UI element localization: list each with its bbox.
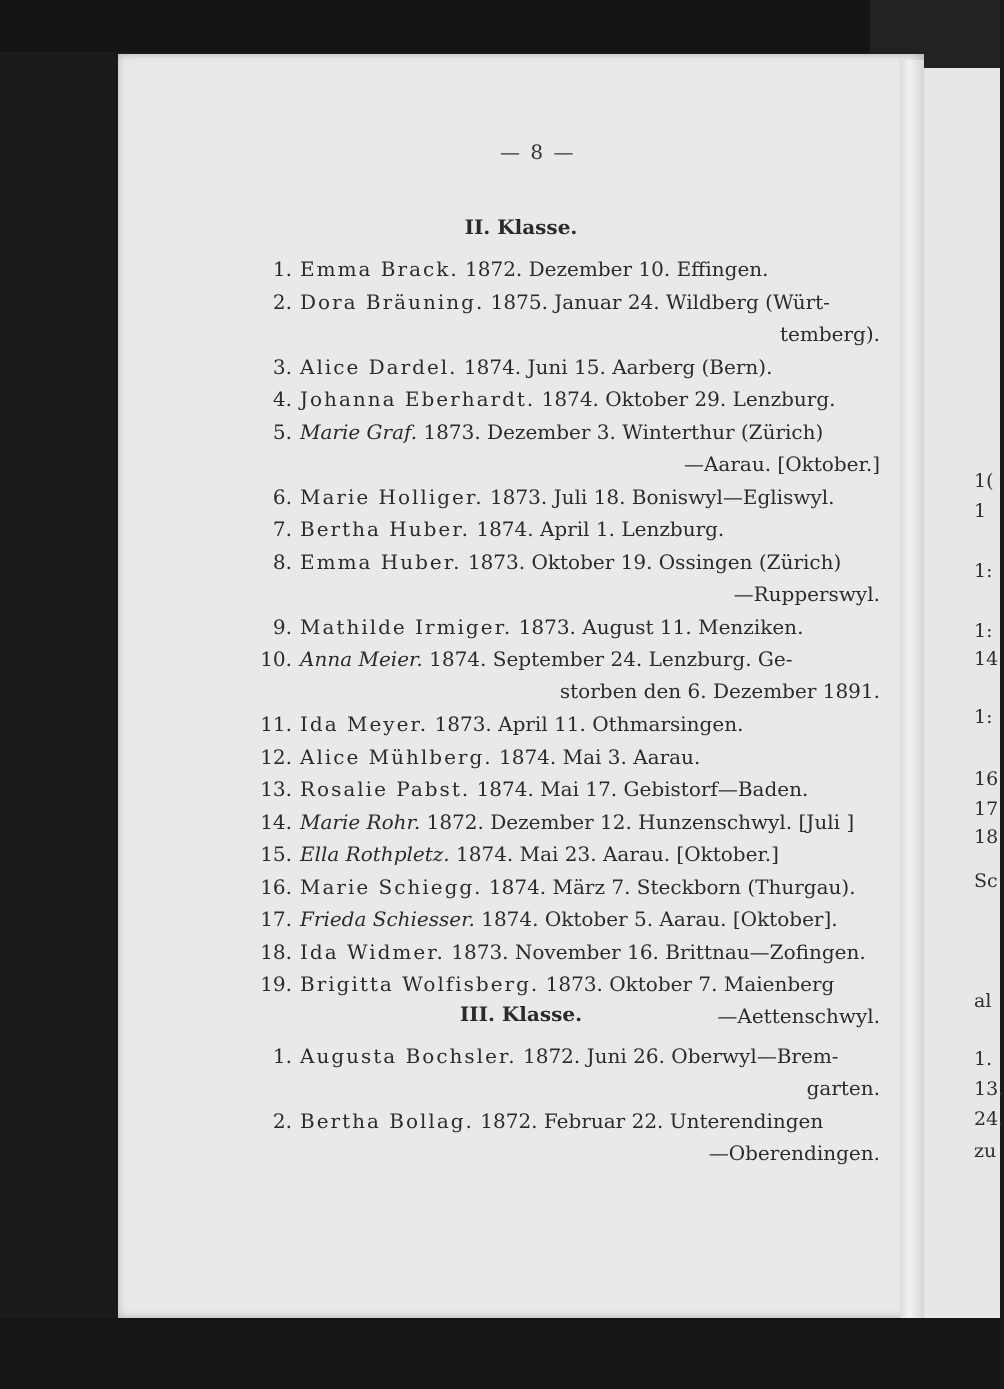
entry-name: Alice Mühlberg. bbox=[300, 744, 493, 769]
scanner-background-top bbox=[0, 0, 1000, 52]
entry-details: 1873. April 11. Othmarsingen. bbox=[428, 712, 744, 736]
entry-continuation: temberg). bbox=[780, 321, 880, 346]
entry-continuation: garten. bbox=[806, 1076, 880, 1100]
entry-continuation: storben den 6. Dezember 1891. bbox=[559, 679, 880, 703]
list-item bbox=[250, 286, 880, 350]
list-item bbox=[250, 643, 880, 707]
entry-name: Marie Schiegg. bbox=[300, 874, 483, 899]
list-item bbox=[250, 773, 880, 805]
list-item bbox=[250, 708, 880, 740]
entry-number: 9. bbox=[272, 614, 292, 639]
entry-name: Marie Rohr. bbox=[300, 809, 421, 834]
page-number: — 8 — bbox=[500, 140, 576, 164]
entry-number: 4. bbox=[272, 387, 292, 411]
entry-name: Alice Dardel. bbox=[300, 354, 458, 379]
list-item bbox=[250, 546, 880, 610]
entry-number: 12. bbox=[260, 744, 292, 769]
entry-number: 6. bbox=[272, 484, 292, 509]
entry-number: 15. bbox=[260, 842, 292, 866]
list-item bbox=[250, 253, 880, 285]
margin-fragment: 1 bbox=[974, 500, 987, 522]
entry-details: 1872. Dezember 12. Hunzenschwyl. [Juli ] bbox=[420, 809, 855, 834]
entry-number: 11. bbox=[260, 712, 292, 736]
list-item bbox=[250, 806, 880, 838]
entry-name: Augusta Bochsler. bbox=[300, 1044, 517, 1068]
margin-fragment: 1( bbox=[974, 470, 994, 492]
entry-continuation: —Oberendingen. bbox=[708, 1141, 880, 1165]
margin-fragment: 14 bbox=[974, 648, 999, 670]
entry-details: 1875. Januar 24. Wildberg (Würt- bbox=[484, 289, 830, 314]
entry-number: 16. bbox=[260, 874, 292, 899]
entry-name: Marie Holliger. bbox=[300, 484, 484, 509]
entry-name: Johanna Eberhardt. bbox=[300, 387, 536, 411]
section-title-class-3: III. Klasse. bbox=[459, 1002, 583, 1026]
entry-name: Ida Widmer. bbox=[300, 939, 445, 964]
list-item bbox=[250, 351, 880, 383]
margin-fragment: Sc bbox=[974, 870, 998, 892]
entry-name: Dora Bräuning. bbox=[300, 289, 485, 314]
margin-fragment: 24. bbox=[974, 1108, 1004, 1130]
list-item bbox=[250, 481, 880, 513]
entry-number: 2. bbox=[272, 289, 292, 314]
entry-name: Brigitta Wolfisberg. bbox=[300, 972, 540, 996]
page-fold bbox=[900, 60, 924, 1322]
entry-name: Mathilde Irmiger. bbox=[300, 614, 513, 639]
entry-continuation: —Rupperswyl. bbox=[733, 581, 880, 606]
margin-fragment: zu bbox=[974, 1140, 997, 1162]
list-item bbox=[250, 1040, 880, 1104]
list-item bbox=[250, 903, 880, 935]
list-item bbox=[250, 936, 880, 968]
list-item bbox=[250, 416, 880, 480]
entry-name: Emma Huber. bbox=[300, 549, 462, 574]
entry-details: 1873. Oktober 19. Ossingen (Zürich) bbox=[461, 549, 842, 574]
entry-details: 1872. Dezember 10. Effingen. bbox=[458, 257, 769, 281]
entry-details: 1873. August 11. Menziken. bbox=[512, 614, 804, 639]
entry-details: 1874. Mai 17. Gebistorf—Baden. bbox=[470, 777, 809, 801]
entry-number: 14. bbox=[260, 809, 292, 834]
entry-number: 1. bbox=[272, 257, 292, 281]
adjacent-page bbox=[920, 68, 1000, 1328]
entry-number: 17. bbox=[260, 907, 292, 931]
section-title-class-2: II. Klasse. bbox=[464, 215, 578, 239]
entry-details: 1873. Oktober 7. Maienberg bbox=[539, 972, 835, 996]
margin-fragment: 17 bbox=[974, 798, 999, 820]
entry-details: 1872. Juni 26. Oberwyl—Brem- bbox=[516, 1044, 839, 1068]
margin-fragment: 1. bbox=[974, 1048, 993, 1070]
entry-name: Frieda Schiesser. bbox=[300, 907, 475, 931]
list-item bbox=[250, 611, 880, 643]
margin-fragment: 18 bbox=[974, 826, 999, 848]
entry-number: 13. bbox=[260, 777, 292, 801]
entry-number: 5. bbox=[272, 419, 292, 444]
margin-fragment: al bbox=[974, 990, 992, 1012]
entry-name: Rosalie Pabst. bbox=[300, 777, 471, 801]
entry-details: 1872. Februar 22. Unterendingen bbox=[473, 1109, 824, 1133]
entry-number: 3. bbox=[272, 354, 292, 379]
entry-continuation: —Aarau. [Oktober.] bbox=[683, 451, 880, 476]
entry-number: 8. bbox=[272, 549, 292, 574]
entry-details: 1873. Juli 18. Boniswyl—Egliswyl. bbox=[483, 484, 835, 509]
entry-continuation: —Aettenschwyl. bbox=[717, 1004, 880, 1028]
entry-details: 1874. Oktober 5. Aarau. [Oktober]. bbox=[474, 907, 838, 931]
margin-fragment: 1: bbox=[974, 560, 993, 582]
entry-name: Anna Meier. bbox=[300, 647, 423, 671]
entry-number: 18. bbox=[260, 939, 292, 964]
margin-fragment: 1: bbox=[974, 706, 993, 728]
entry-name: Ella Rothpletz. bbox=[300, 842, 450, 866]
entry-details: 1874. Oktober 29. Lenzburg. bbox=[535, 387, 836, 411]
entry-details: 1874. März 7. Steckborn (Thurgau). bbox=[482, 874, 856, 899]
entry-details: 1874. Mai 3. Aarau. bbox=[492, 744, 701, 769]
margin-fragment: 13. bbox=[974, 1078, 1004, 1100]
entry-name: Marie Graf. bbox=[300, 419, 418, 444]
scanner-background-bottom bbox=[0, 1318, 1000, 1389]
entry-details: 1873. Dezember 3. Winterthur (Zürich) bbox=[417, 419, 824, 444]
margin-fragment: 16 bbox=[974, 768, 999, 790]
entry-details: 1874. Juni 15. Aarberg (Bern). bbox=[457, 354, 773, 379]
entry-details: 1874. April 1. Lenzburg. bbox=[469, 517, 725, 541]
entry-name: Emma Brack. bbox=[300, 257, 459, 281]
entry-number: 2. bbox=[272, 1109, 292, 1133]
list-item bbox=[250, 741, 880, 773]
entry-number: 19. bbox=[260, 972, 292, 996]
entry-name: Ida Meyer. bbox=[300, 712, 429, 736]
entry-details: 1874. September 24. Lenzburg. Ge- bbox=[422, 647, 793, 671]
margin-fragment: 1: bbox=[974, 620, 993, 642]
entry-details: 1873. November 16. Brittnau—Zofingen. bbox=[444, 939, 866, 964]
entry-number: 1. bbox=[272, 1044, 292, 1068]
list-item bbox=[250, 513, 880, 545]
list-item bbox=[250, 383, 880, 415]
entry-number: 7. bbox=[272, 517, 292, 541]
entry-name: Bertha Bollag. bbox=[300, 1109, 474, 1133]
list-item bbox=[250, 1105, 880, 1169]
list-item bbox=[250, 838, 880, 870]
list-item bbox=[250, 871, 880, 903]
entry-number: 10. bbox=[260, 647, 292, 671]
entry-details: 1874. Mai 23. Aarau. [Oktober.] bbox=[449, 842, 779, 866]
entry-name: Bertha Huber. bbox=[300, 517, 470, 541]
